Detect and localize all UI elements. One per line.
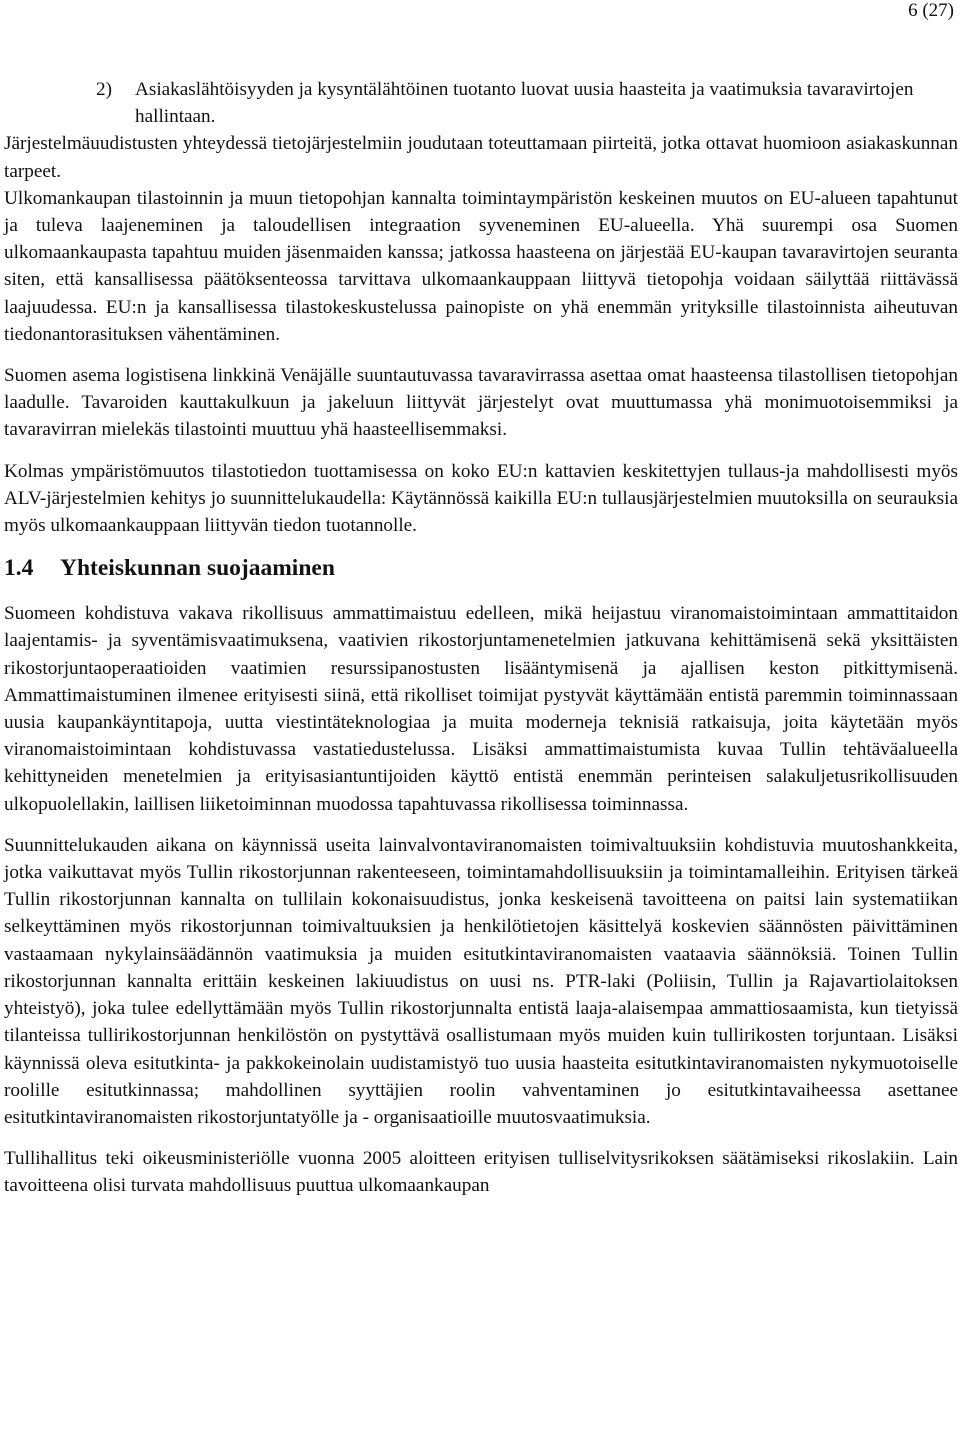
paragraph: Suomen asema logistisena linkkinä Venäjälle suuntautuvassa tavaravirrassa asettaa omat haasteensa tilastollisen tietopohjan laadulle. Tavaroiden kauttakulkuun ja jakeluun liittyvät järjestelyt ovat muuttumassa yhä monimuotoisemmiksi ja tavaravirran mielekäs tilastointi muuttuu yhä haasteellisemmaksi. xyxy=(4,365,958,441)
paragraph: Kolmas ympäristömuutos tilastotiedon tuottamisessa on koko EU:n kattavien keskitettyjen tullaus-ja mahdollisesti myös ALV-järjestelmien kehitys jo suunnittelukaudella: Käytännössä kaikilla EU:n tullausjärjestelmien muutoksilla on seurauksia myös ulkomaankauppaan liittyvän tiedon tuotannolle. xyxy=(4,460,958,537)
list-item xyxy=(4,76,958,130)
section-number: 1.4 xyxy=(4,555,34,582)
section-heading xyxy=(4,553,958,583)
document-body xyxy=(4,76,958,1214)
paragraph: Suomeen kohdistuva vakava rikollisuus ammattimaistuu edelleen, mikä heijastuu viranomaistoimintaan ammattitaidon laajentamis- ja syventämisvaatimuksena, vaativien rikostorjuntamenetelmien jatkuvana kehittämisenä sekä yksittäisten rikostorjuntaoperaatioiden vaatimien resurssipanostusten lisääntymisenä ja ajallisen keston pitkittymisenä. Ammattimaistuminen ilmenee erityisesti siinä, että rikolliset toimijat pystyvät käyttämään entistä paremmin toiminnassaan uusia kaupankäyntitapoja, uutta viestintäteknologiaa ja muita moderneja teknisiä ratkaisuja, joita käytetään myös viranomaistoimintaan kohdistuvassa vastatiedustelussa. Lisäksi ammattimaistumista kuvaa Tullin tehtäväalueella kehittyneiden menetelmien ja erityisasiantuntijoiden käyttö entistä enemmän perinteisen salakuljetusrikollisuuden ulkopuolellakin, laillisen liiketoiminnan muodossa tapahtuvassa rikollisessa toiminnassa. xyxy=(4,603,958,815)
paragraph: Ulkomankaupan tilastoinnin ja muun tietopohjan kannalta toimintaympäristön keskeinen muutos on EU-alueen tapahtunut ja tuleva laajeneminen ja taloudellisen integraation syveneminen EU-alueella. Yhä suurempi osa Suomen ulkomaankaupasta tapahtuu muiden jäsenmaiden kanssa; jatkossa haasteena on järjestää EU-kaupan tavaravirtojen seuranta siten, että kansallisessa päätöksenteossa tarvittava ulkomaankauppaan liittyvä tietopohja voidaan säilyttää riittävässä laajuudessa. EU:n ja kansallisessa tilastokeskustelussa painopiste on yhä enemmän yrityksille tilastoinnista aiheutuvan tiedonantorasituksen vähentäminen. xyxy=(4,187,958,345)
paragraph: Tullihallitus teki oikeusministeriölle vuonna 2005 aloitteen erityisen tulliselvitysrikoksen säätämiseksi rikoslakiin. Lain tavoitteena olisi turvata mahdollisuus puuttua ulkomaankaupan xyxy=(4,1148,958,1197)
section-title: Yhteiskunnan suojaaminen xyxy=(60,555,335,582)
list-item-number: 2) xyxy=(96,79,112,100)
list-item-text: Asiakaslähtöisyyden ja kysyntälähtöinen tuotanto luovat uusia haasteita ja vaatimuksia tavaravirtojen hallintaan. xyxy=(135,79,914,128)
paragraph: Järjestelmäuudistusten yhteydessä tietojärjestelmiin joudutaan toteuttamaan piirteitä, jotka ottavat huomioon asiakaskunnan tarpeet. xyxy=(4,133,958,182)
paragraph: Suunnittelukauden aikana on käynnissä useita lainvalvontaviranomaisten toimivaltuuksiin kohdistuvia muutoshankkeita, jotka vaikuttavat myös Tullin rikostorjunnan rakenteeseen, toimintamahdollisuuksiin ja toimintamalleihin. Erityisen tärkeä Tullin rikostorjunnan kannalta on tullilain kokonaisuudistus, jonka keskeisenä tavoitteena on paitsi lain systematiikan selkeyttäminen myös rikostorjunnan toimivaltuuksien ja henkilötietojen käsittelyä koskevien säännösten päivittäminen vastaamaan nykylainsäädännön vaatimuksia ja muiden esitutkintaviranomaisten vaataavia säännöksiä. Toinen Tullin rikostorjunnan kannalta erittäin keskeinen lakiuudistus on uusi ns. PTR-laki (Poliisin, Tullin ja Rajavartiolaitoksen yhteistyö), joka tulee edellyttämään myös Tullin rikostorjunnalta entistä laaja-alaisempaa ammattiosaamista, kun tietyissä tilanteissa tullirikostorjunnan henkilöstön on pystyttävä osallistumaan myös muiden kuin tullirikosten torjuntaan. Lisäksi käynnissä oleva esitutkinta- ja pakkokeinolain uudistamistyö tuo uusia haasteita esitutkintaviranomaisten nykymuotoiselle roolille esitutkinnassa; mahdollinen syyttäjien roolin vahventaminen jo esitutkintavaiheessa asettanee esitutkintaviranomaisten rikostorjuntatyölle ja - organisaatioille muutosvaatimuksia. xyxy=(4,834,958,1128)
page-number: 6 (27) xyxy=(908,0,954,21)
